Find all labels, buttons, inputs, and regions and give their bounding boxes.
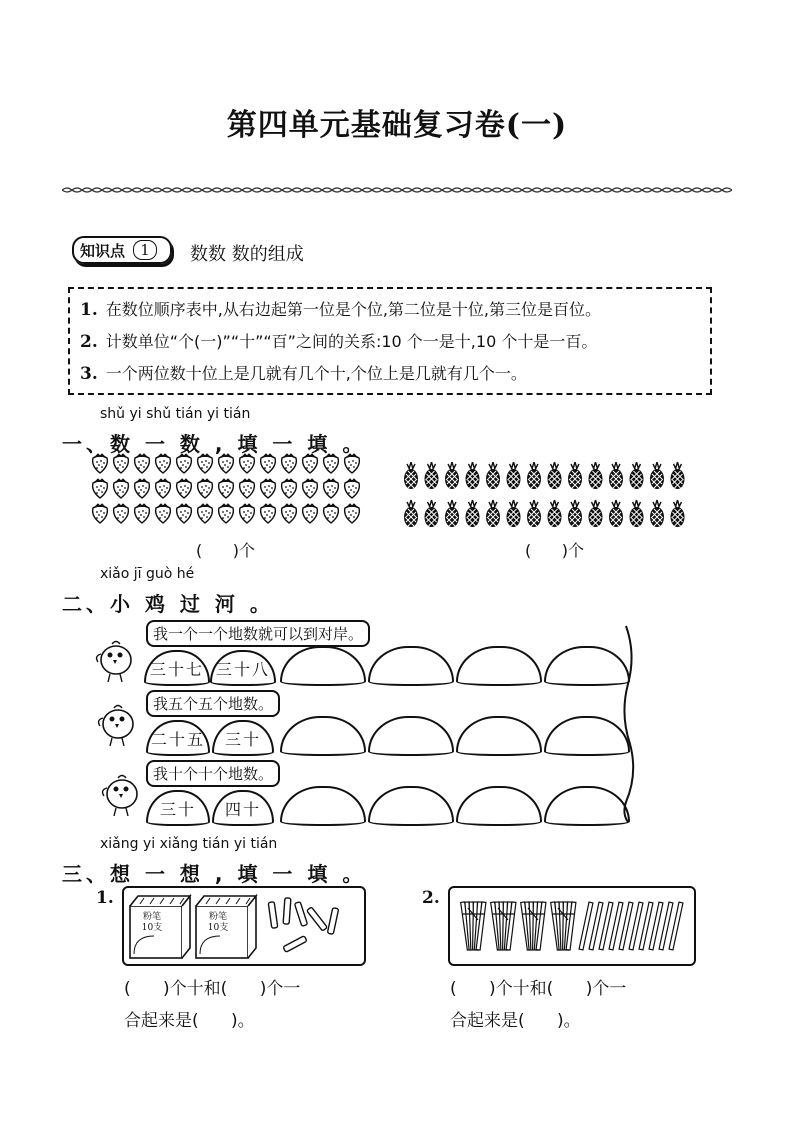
knowledge-point-badge xyxy=(72,236,172,264)
stick-bundle-icon xyxy=(461,902,486,950)
pineapple-icon xyxy=(404,500,418,527)
question-2-picture-frame xyxy=(448,886,696,966)
chick-icon xyxy=(96,770,146,818)
section3-heading: 三、想 一 想 , 填 一 填 。 xyxy=(62,862,367,886)
strawberry-icon xyxy=(135,479,150,498)
strawberry-icon xyxy=(219,504,234,523)
strawberry-icon xyxy=(177,504,192,523)
pineapple-icon xyxy=(671,500,685,527)
pineapple-group xyxy=(402,462,692,534)
pineapple-icon xyxy=(589,462,603,489)
chick-speech-bubble: 我一个一个地数就可以到对岸。 xyxy=(146,620,370,647)
pineapple-icon xyxy=(609,462,623,489)
pineapple-icon xyxy=(650,500,664,527)
stepping-stone: 三十 xyxy=(146,790,210,826)
pineapple-icon xyxy=(630,462,644,489)
strawberry-answer-blank[interactable]: ( )个 xyxy=(196,541,256,560)
question-2-line-2[interactable]: 合起来是( )。 xyxy=(450,1011,581,1031)
pineapple-icon xyxy=(527,500,541,527)
strawberry-icon xyxy=(345,479,360,498)
strawberry-icon xyxy=(198,479,213,498)
stepping-stone-blank[interactable] xyxy=(368,646,454,686)
knowledge-topic: 数数 数的组成 xyxy=(190,244,304,265)
strawberry-icon xyxy=(93,454,108,473)
pineapple-icon xyxy=(609,500,623,527)
question-2-line-1[interactable]: ( )个十和( )个一 xyxy=(450,979,627,999)
pineapple-icon xyxy=(404,462,418,489)
strawberry-icon xyxy=(219,479,234,498)
stepping-stone-blank[interactable] xyxy=(280,716,366,756)
strawberry-icon xyxy=(240,479,255,498)
strawberry-icon xyxy=(93,504,108,523)
section2-heading: 二、小 鸡 过 河 。 xyxy=(62,592,274,616)
decorative-divider xyxy=(62,186,732,194)
sticks-illustration xyxy=(450,888,694,964)
stepping-stone-blank[interactable] xyxy=(280,646,366,686)
strawberry-icon xyxy=(93,479,108,498)
strawberry-icon xyxy=(324,479,339,498)
pineapple-icon xyxy=(507,462,521,489)
pineapple-icon xyxy=(466,462,480,489)
knowledge-point-1: 1. 在数位顺序表中,从右边起第一位是个位,第二位是十位,第三位是百位。 xyxy=(80,300,602,320)
knowledge-point-3: 3. 一个两位数十位上是几就有几个十,个位上是几就有几个一。 xyxy=(80,364,527,384)
pineapple-icon xyxy=(445,500,459,527)
chalk-box-label: 粉笔 10支 xyxy=(207,912,229,933)
pineapple-icon xyxy=(486,500,500,527)
strawberry-icon xyxy=(261,454,276,473)
chick-icon xyxy=(90,636,140,684)
pineapple-icon xyxy=(630,500,644,527)
stick-bundle-icon xyxy=(551,902,576,950)
strawberry-icon xyxy=(282,479,297,498)
pineapple-icon xyxy=(568,462,582,489)
pineapple-icon xyxy=(507,500,521,527)
strawberry-icon xyxy=(156,504,171,523)
strawberry-icon xyxy=(282,454,297,473)
knowledge-point-2: 2. 计数单位“个(一)”“十”“百”之间的关系:10 个一是十,10 个十是一百。 xyxy=(80,332,598,352)
stepping-stone-blank[interactable] xyxy=(368,786,454,826)
strawberry-icon xyxy=(156,479,171,498)
badge-number: 1 xyxy=(133,240,157,260)
stepping-stone-blank[interactable] xyxy=(456,786,542,826)
strawberry-icon xyxy=(345,454,360,473)
pineapple-icon xyxy=(568,500,582,527)
strawberry-icon xyxy=(240,454,255,473)
pineapple-icon xyxy=(548,462,562,489)
section3-pinyin: xiǎng yi xiǎng tián yi tián xyxy=(100,836,278,852)
pineapple-answer-blank[interactable]: ( )个 xyxy=(525,541,585,560)
strawberry-icon xyxy=(198,504,213,523)
question-2-number: 2. xyxy=(422,888,440,908)
stepping-stone-blank[interactable] xyxy=(456,646,542,686)
strawberry-icon xyxy=(135,454,150,473)
strawberry-icon xyxy=(282,504,297,523)
strawberry-icon xyxy=(198,454,213,473)
stick-bundle-icon xyxy=(491,902,516,950)
strawberry-icon xyxy=(261,504,276,523)
question-1-line-2[interactable]: 合起来是( )。 xyxy=(124,1011,255,1031)
pineapple-icon xyxy=(486,462,500,489)
strawberry-icon xyxy=(114,454,129,473)
strawberry-icon xyxy=(345,504,360,523)
page-title: 第四单元基础复习卷(一) xyxy=(226,108,568,143)
stepping-stone: 四十 xyxy=(212,790,274,826)
knowledge-notes-box xyxy=(68,287,712,395)
strawberry-icon xyxy=(240,504,255,523)
section1-pinyin: shǔ yi shǔ tián yi tián xyxy=(100,406,251,422)
badge-label: 知识点 xyxy=(80,241,126,260)
strawberry-icon xyxy=(303,454,318,473)
strawberry-icon xyxy=(303,504,318,523)
stepping-stone: 三十八 xyxy=(210,650,276,686)
pineapple-icon xyxy=(425,500,439,527)
strawberry-icon xyxy=(114,504,129,523)
section2-pinyin: xiǎo jī guò hé xyxy=(100,566,195,582)
chalk-box-label: 粉笔 10支 xyxy=(141,912,163,933)
loose-chalk-icons xyxy=(268,898,338,952)
river-bank-line xyxy=(616,624,640,824)
strawberry-icon xyxy=(324,504,339,523)
strawberry-icon xyxy=(303,479,318,498)
stick-bundle-icon xyxy=(521,902,546,950)
strawberry-icon xyxy=(261,479,276,498)
pineapple-icon xyxy=(650,462,664,489)
strawberry-icon xyxy=(156,454,171,473)
strawberry-icon xyxy=(177,454,192,473)
strawberry-icon xyxy=(219,454,234,473)
strawberry-icon xyxy=(324,454,339,473)
strawberry-group xyxy=(90,452,370,532)
stepping-stone-blank[interactable] xyxy=(280,786,366,826)
strawberry-icon xyxy=(135,504,150,523)
pineapple-icon xyxy=(671,462,685,489)
question-1-line-1[interactable]: ( )个十和( )个一 xyxy=(124,979,301,999)
question-1-number: 1. xyxy=(96,888,114,908)
pineapple-icon xyxy=(548,500,562,527)
chick-icon xyxy=(92,700,142,750)
stepping-stone-blank[interactable] xyxy=(368,716,454,756)
strawberry-icon xyxy=(177,479,192,498)
pineapple-icon xyxy=(445,462,459,489)
pineapple-icon xyxy=(527,462,541,489)
chick-speech-bubble: 我五个五个地数。 xyxy=(146,690,280,717)
stepping-stone: 三十 xyxy=(212,720,274,756)
pineapple-icon xyxy=(589,500,603,527)
stepping-stone: 二十五 xyxy=(146,720,210,756)
stepping-stone-blank[interactable] xyxy=(456,716,542,756)
pineapple-icon xyxy=(466,500,480,527)
strawberry-icon xyxy=(114,479,129,498)
chick-speech-bubble: 我十个十个地数。 xyxy=(146,760,280,787)
stepping-stone: 三十七 xyxy=(144,650,210,686)
section1-heading: 一、数 一 数 , 填 一 填 。 xyxy=(62,432,367,456)
pineapple-icon xyxy=(425,462,439,489)
